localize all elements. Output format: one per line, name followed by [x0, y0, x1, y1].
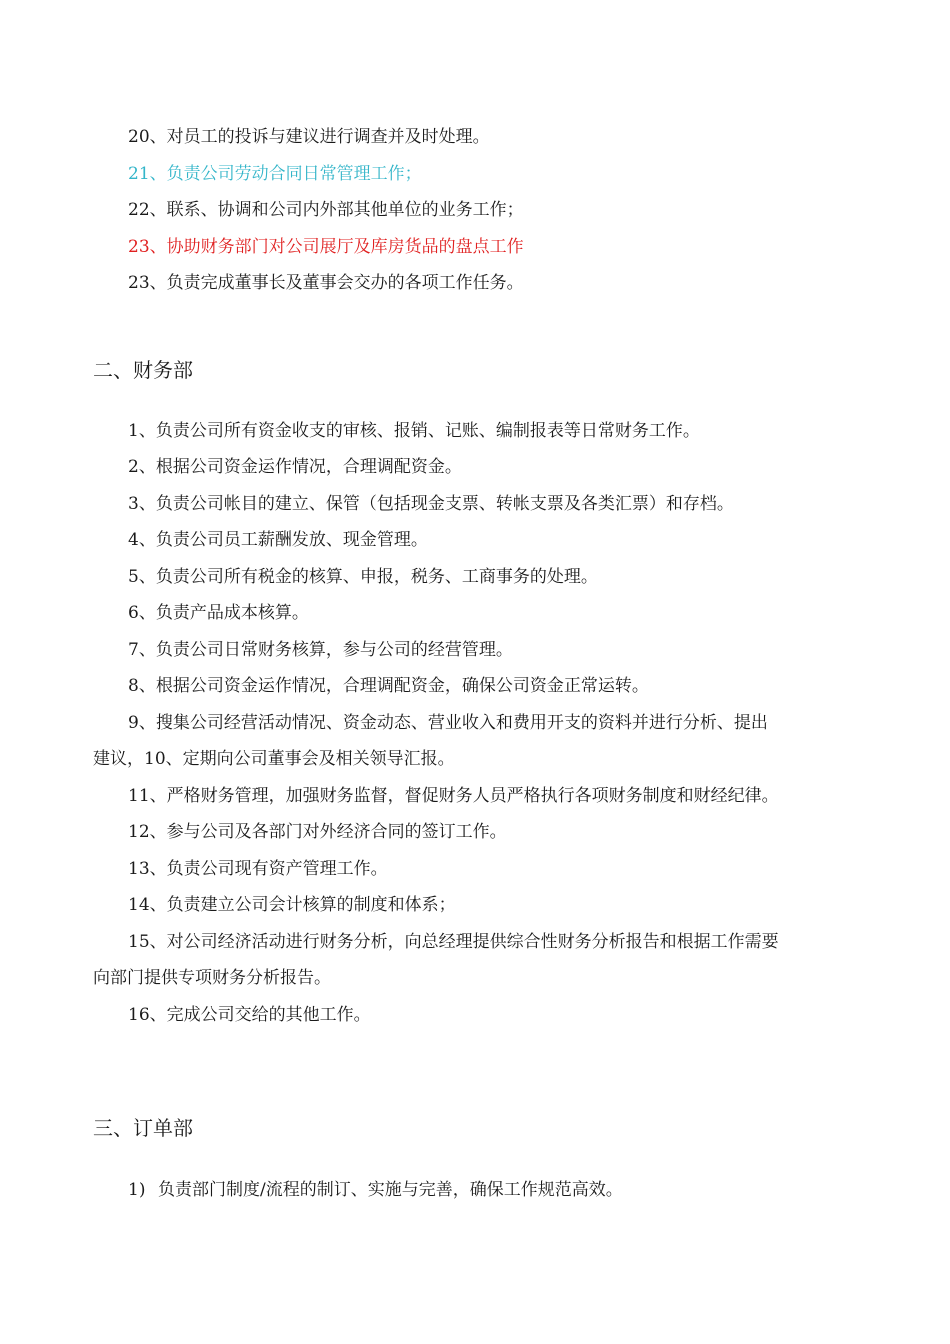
list-item: 2、根据公司资金运作情况，合理调配资金。: [128, 457, 462, 477]
list-item-highlighted-red: 23、协助财务部门对公司展厅及库房货品的盘点工作: [128, 237, 524, 257]
list-item: 22、联系、协调和公司内外部其他单位的业务工作；: [128, 200, 524, 220]
list-item: 20、对员工的投诉与建议进行调查并及时处理。: [128, 127, 490, 147]
list-marker: 1): [128, 1180, 146, 1200]
list-item: 9、搜集公司经营活动情况、资金动态、营业收入和费用开支的资料并进行分析、提出: [128, 713, 768, 733]
list-item: 6、负责产品成本核算。: [128, 603, 309, 623]
list-item: 15、对公司经济活动进行财务分析，向总经理提供综合性财务分析报告和根据工作需要: [128, 932, 779, 952]
section-heading-orders: 三、订单部: [93, 1116, 193, 1140]
list-item-continuation: 建议，10、定期向公司董事会及相关领导汇报。: [93, 749, 455, 769]
list-item: 1、负责公司所有资金收支的审核、报销、记账、编制报表等日常财务工作。: [128, 421, 700, 441]
list-item: 4、负责公司员工薪酬发放、现金管理。: [128, 530, 428, 550]
list-item: 14、负责建立公司会计核算的制度和体系；: [128, 895, 456, 915]
list-item-highlighted-cyan: 21、负责公司劳动合同日常管理工作；: [128, 164, 422, 184]
list-item: 3、负责公司帐目的建立、保管（包括现金支票、转帐支票及各类汇票）和存档。: [128, 494, 734, 514]
list-item: 16、完成公司交给的其他工作。: [128, 1005, 371, 1025]
list-item: 8、根据公司资金运作情况，合理调配资金，确保公司资金正常运转。: [128, 676, 649, 696]
list-item: 5、负责公司所有税金的核算、申报，税务、工商事务的处理。: [128, 567, 598, 587]
list-item: 7、负责公司日常财务核算，参与公司的经营管理。: [128, 640, 513, 660]
list-item: 11、严格财务管理，加强财务监督，督促财务人员严格执行各项财务制度和财经纪律。: [128, 786, 779, 806]
section-heading-finance: 二、财务部: [93, 358, 193, 382]
list-item: 23、负责完成董事长及董事会交办的各项工作任务。: [128, 273, 524, 293]
list-item: 12、参与公司及各部门对外经济合同的签订工作。: [128, 822, 507, 842]
list-item: 13、负责公司现有资产管理工作。: [128, 859, 388, 879]
list-item-continuation: 向部门提供专项财务分析报告。: [93, 968, 331, 988]
list-item: 负责部门制度/流程的制订、实施与完善，确保工作规范高效。: [158, 1180, 623, 1200]
